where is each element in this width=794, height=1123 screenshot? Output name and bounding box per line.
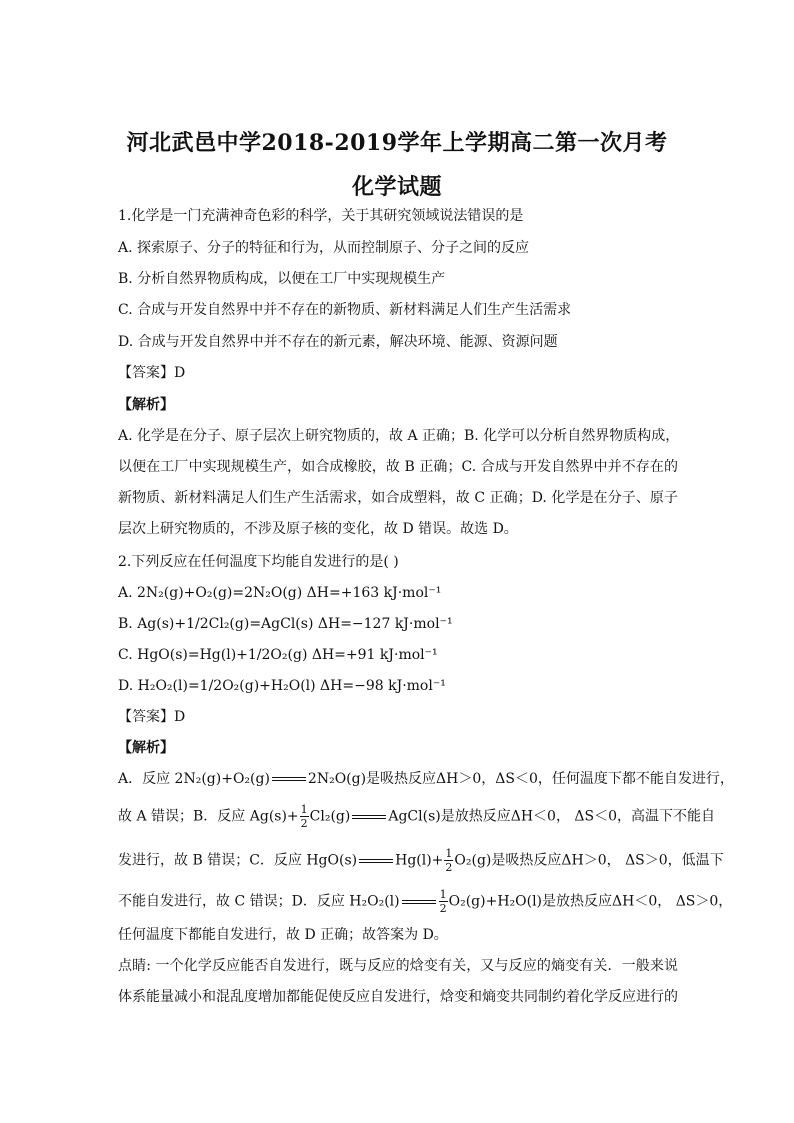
q2-option-a: A. 2N₂(g)+O₂(g)=2N₂O(g) ΔH=+163 kJ·mol⁻¹ [118,585,442,601]
q2-analysis-text: 故 A 错误；B．反应 Ag(s)+ [118,808,299,825]
q1-analysis-line: 层次上研究物质的，不涉及原子核的变化，故 D 错误。故选 D。 [118,521,518,537]
q2-analysis-text: 发进行，故 B 错误；C．反应 HgO(s) [118,852,358,869]
q2-analysis-text: AgCl(s)是放热反应ΔH＜0， ΔS＜0，高温下不能自 [388,808,716,825]
fraction-denominator: 2 [445,861,453,874]
q2-analysis-text: 不能自发进行，故 C 错误；D．反应 H₂O₂(l) [118,893,400,910]
q1-answer: 【答案】D [118,365,186,381]
q2-note-line: 体系能量减小和混乱度增加都能促使反应自发进行，焓变和熵变共同制约着化学反应进行的 [118,989,678,1005]
doc-subtitle: 化学试题 [351,174,442,200]
fraction-numerator: 1 [300,803,308,816]
reaction-arrow [402,900,436,904]
fraction-numerator: 1 [439,888,447,901]
q2-note [118,956,678,1007]
q1-analysis-label: 【解析】 [118,397,174,413]
q2-analysis-text: Hg(l)+ [395,852,444,869]
reaction-arrow [352,815,386,819]
q2-option-c: C. HgO(s)=Hg(l)+1/2O₂(g) ΔH=+91 kJ·mol⁻¹ [118,647,438,663]
q1-option-d: D. 合成与开发自然界中并不存在的新元素，解决环境、能源、资源问题 [118,334,558,350]
q2-analysis-line-2 [118,803,715,830]
q1-stem: 1.化学是一门充满神奇色彩的科学，关于其研究领域说法错误的是 [118,208,524,224]
q2-analysis-text: 2N₂O(g)是吸热反应ΔH＞0，ΔS＜0，任何温度下都不能自发进行， [307,771,734,787]
q2-analysis-text: Cl₂(g) [309,808,351,825]
q2-option-b: B. Ag(s)+1/2Cl₂(g)=AgCl(s) ΔH=−127 kJ·mol⁻¹ [118,616,453,632]
reaction-arrow [359,859,393,863]
q2-analysis-line-5: 任何温度下都能自发进行，故 D 正确；故答案为 D。 [118,927,448,943]
reaction-arrow [272,777,306,781]
q2-analysis-line-4 [118,888,732,915]
q1-option-a: A. 探索原子、分子的特征和行为，从而控制原子、分子之间的反应 [118,240,530,256]
fraction-denominator: 2 [300,817,308,830]
q1-option-c: C. 合成与开发自然界中并不存在的新物质、新材料满足人们生产生活需求 [118,302,572,318]
q2-analysis-text: O₂(g)是吸热反应ΔH＞0， ΔS＞0，低温下 [454,852,724,869]
q2-note-line: 点睛: 一个化学反应能否自发进行，既与反应的焓变有关，又与反应的熵变有关．一般来说 [118,958,678,974]
fraction [439,888,448,915]
q1-analysis-line: 以便在工厂中实现规模生产，如合成橡胶，故 B 正确；C. 合成与开发自然界中并不存在的 [118,459,678,475]
q2-analysis-line-3 [118,847,724,874]
q2-analysis-text: A．反应 2N₂(g)+O₂(g) [118,771,270,787]
q2-answer: 【答案】D [118,709,186,725]
fraction-denominator: 2 [439,902,447,915]
doc-title: 河北武邑中学2018-2019学年上学期高二第一次月考 [126,130,668,156]
q1-analysis-line: 新物质、新材料满足人们生产生活需求，如合成塑料，故 C 正确；D. 化学是在分子、原子 [118,490,678,506]
q2-analysis-text: O₂(g)+H₂O(l)是放热反应ΔH＜0， ΔS＞0， [448,893,733,910]
q2-stem: 2.下列反应在任何温度下均能自发进行的是( ) [118,554,399,570]
q1-option-b: B. 分析自然界物质构成，以便在工厂中实现规模生产 [118,271,446,287]
q2-analysis-line-1 [118,769,734,789]
fraction [444,847,453,874]
q1-analysis-line: A. 化学是在分子、原子层次上研究物质的，故 A 正确；B. 化学可以分析自然界物质构成， [118,428,680,444]
fraction-numerator: 1 [445,847,453,860]
q2-option-d: D. H₂O₂(l)=1/2O₂(g)+H₂O(l) ΔH=−98 kJ·mol⁻¹ [118,678,446,694]
fraction [300,803,309,830]
q2-analysis-label: 【解析】 [118,740,174,756]
q1-analysis [118,426,678,539]
